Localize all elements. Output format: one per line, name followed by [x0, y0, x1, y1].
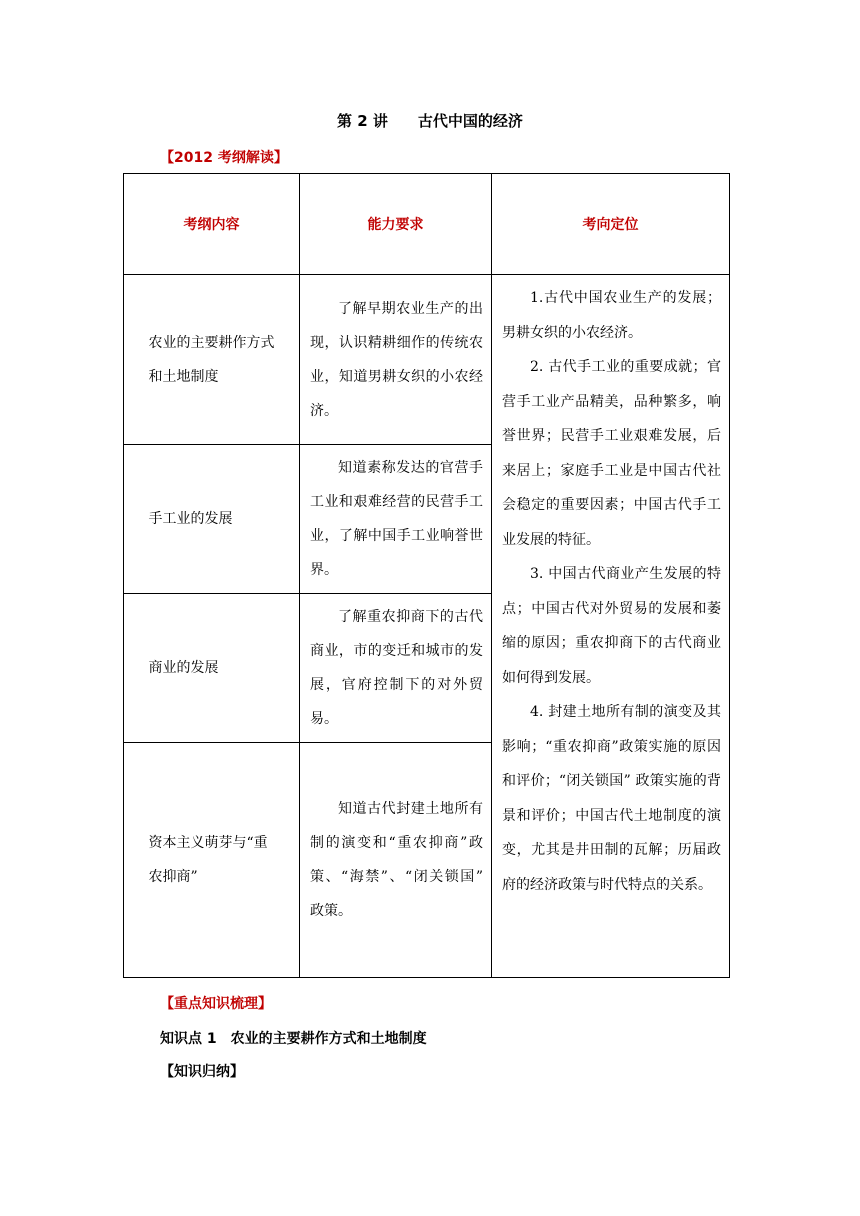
knowledge-point-heading: 知识点 1 农业的主要耕作方式和土地制度: [160, 1031, 427, 1047]
topic-text: 农业的主要耕作方式和土地制度: [148, 334, 275, 385]
positioning-item: 2. 古代手工业的重要成就；官营手工业产品精美，品种繁多，响誉世界；民营手工业艰难发展，后来居上；家庭手工业是中国古代社会稳定的重要因素；中国古代手工业发展的特征。: [502, 359, 721, 548]
summary-heading: 【知识归纳】: [160, 1064, 244, 1080]
positioning-item: 1.古代中国农业生产的发展；男耕女织的小农经济。: [502, 290, 721, 341]
outline-heading: 【2012 考纲解读】: [160, 150, 288, 166]
topic-cell: [124, 743, 300, 978]
requirement-text: 知道古代封建土地所有制的演变和“重农抑商”政策、“海禁”、“闭关锁国” 政策。: [310, 801, 483, 919]
requirement-text: 知道素称发达的官营手工业和艰难经营的民营手工业，了解中国手工业响誉世界。: [310, 460, 483, 578]
requirement-cell: [300, 445, 492, 594]
topic-cell: [124, 275, 300, 445]
positioning-item: 3. 中国古代商业产生发展的特点；中国古代对外贸易的发展和萎缩的原因；重农抑商下的古代商业如何得到发展。: [502, 566, 721, 686]
document-title: 第 2 讲 古代中国的经济: [337, 112, 523, 130]
topic-text: 商业的发展: [148, 660, 219, 676]
topic-cell: [124, 445, 300, 594]
table-header-row: [124, 174, 730, 275]
requirement-text: 了解早期农业生产的出现，认识精耕细作的传统农业，知道男耕女织的小农经济。: [310, 300, 483, 419]
header-ability: 能力要求: [300, 174, 492, 275]
header-content: 考纲内容: [124, 174, 300, 275]
requirement-cell: [300, 594, 492, 743]
requirement-cell: [300, 275, 492, 445]
positioning-cell: [492, 275, 730, 978]
topic-text: 手工业的发展: [148, 511, 233, 527]
syllabus-table: [123, 173, 730, 978]
header-positioning: 考向定位: [492, 174, 730, 275]
table-row: [124, 275, 730, 445]
topic-cell: [124, 594, 300, 743]
key-points-heading: 【重点知识梳理】: [160, 996, 272, 1012]
topic-text: 资本主义萌芽与“重农抑商”: [148, 835, 268, 885]
requirement-text: 了解重农抑商下的古代商业，市的变迁和城市的发展，官府控制下的对外贸易。: [310, 609, 483, 727]
requirement-cell: [300, 743, 492, 978]
positioning-item: 4. 封建土地所有制的演变及其影响；“重农抑商”政策实施的原因和评价；“闭关锁国” 政策实施的背景和评价；中国古代土地制度的演变，尤其是井田制的瓦解；历届政府的经济政策与时代特点的关系。: [502, 704, 721, 893]
